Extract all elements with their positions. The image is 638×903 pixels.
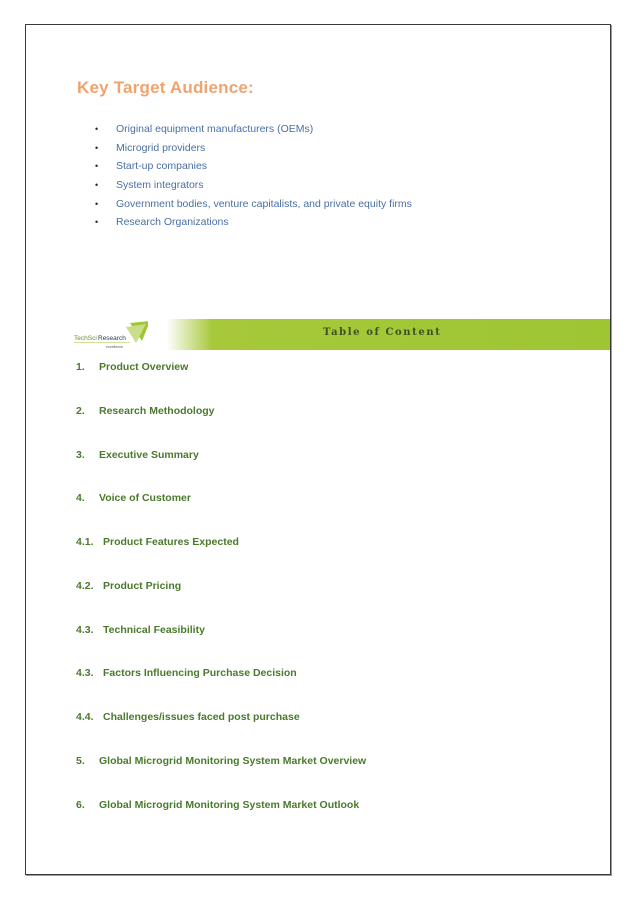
toc-title: Table of Content	[323, 327, 442, 338]
bullet-icon: •	[95, 124, 99, 134]
toc-entry-label: Product Features Expected	[103, 536, 239, 548]
toc-entry-label: Global Microgrid Monitoring System Market Outlook	[99, 799, 360, 811]
list-item-text: Research Organizations	[116, 216, 229, 229]
toc-entry-label: Challenges/issues faced post purchase	[103, 711, 300, 723]
toc-entry-number: 4.2.	[76, 580, 94, 592]
toc-entry-number: 2.	[76, 405, 85, 417]
bullet-icon: •	[95, 161, 99, 172]
toc-entry-number: 4.4.	[76, 711, 94, 723]
toc-entry-label: Factors Influencing Purchase Decision	[103, 667, 297, 679]
list-item-text: Start-up companies	[116, 160, 208, 173]
toc-entry-number: 4.3.	[76, 667, 94, 679]
toc-entry-number: 4.1.	[76, 536, 94, 548]
company-logo	[70, 319, 152, 353]
toc-entry-number: 1.	[76, 361, 85, 373]
toc-entry-number: 6.	[76, 799, 85, 811]
bullet-icon: •	[95, 142, 99, 153]
list-item-text: Microgrid providers	[116, 141, 206, 154]
list-item-text: Original equipment manufacturers (OEMs)	[116, 123, 314, 135]
toc-entry-label: Product Overview	[99, 361, 189, 373]
toc-entry-label: Technical Feasibility	[103, 624, 205, 636]
bullet-icon: •	[95, 217, 99, 228]
toc-entry-number: 4.	[76, 492, 85, 504]
bullet-icon: •	[95, 180, 99, 191]
toc-entry-label: Global Microgrid Monitoring System Market Overview	[99, 755, 367, 767]
bullet-icon: •	[95, 198, 99, 209]
toc-entry-label: Product Pricing	[103, 580, 182, 592]
list-item-text: System integrators	[116, 179, 204, 192]
list-item-text: Government bodies, venture capitalists, and private equity firms	[116, 197, 412, 210]
section-heading: Key Target Audience:	[77, 78, 254, 97]
toc-entry-label: Research Methodology	[99, 405, 215, 417]
toc-entry-label: Executive Summary	[99, 449, 199, 461]
svg-text:Research: Research	[98, 335, 126, 342]
toc-entry-number: 4.3.	[76, 624, 94, 636]
toc-entry-number: 3.	[76, 449, 85, 461]
svg-text:TechSci: TechSci	[74, 335, 97, 342]
svg-text:excellence: excellence	[106, 345, 123, 349]
toc-entry-number: 5.	[76, 755, 85, 767]
toc-entry-label: Voice of Customer	[99, 492, 191, 504]
